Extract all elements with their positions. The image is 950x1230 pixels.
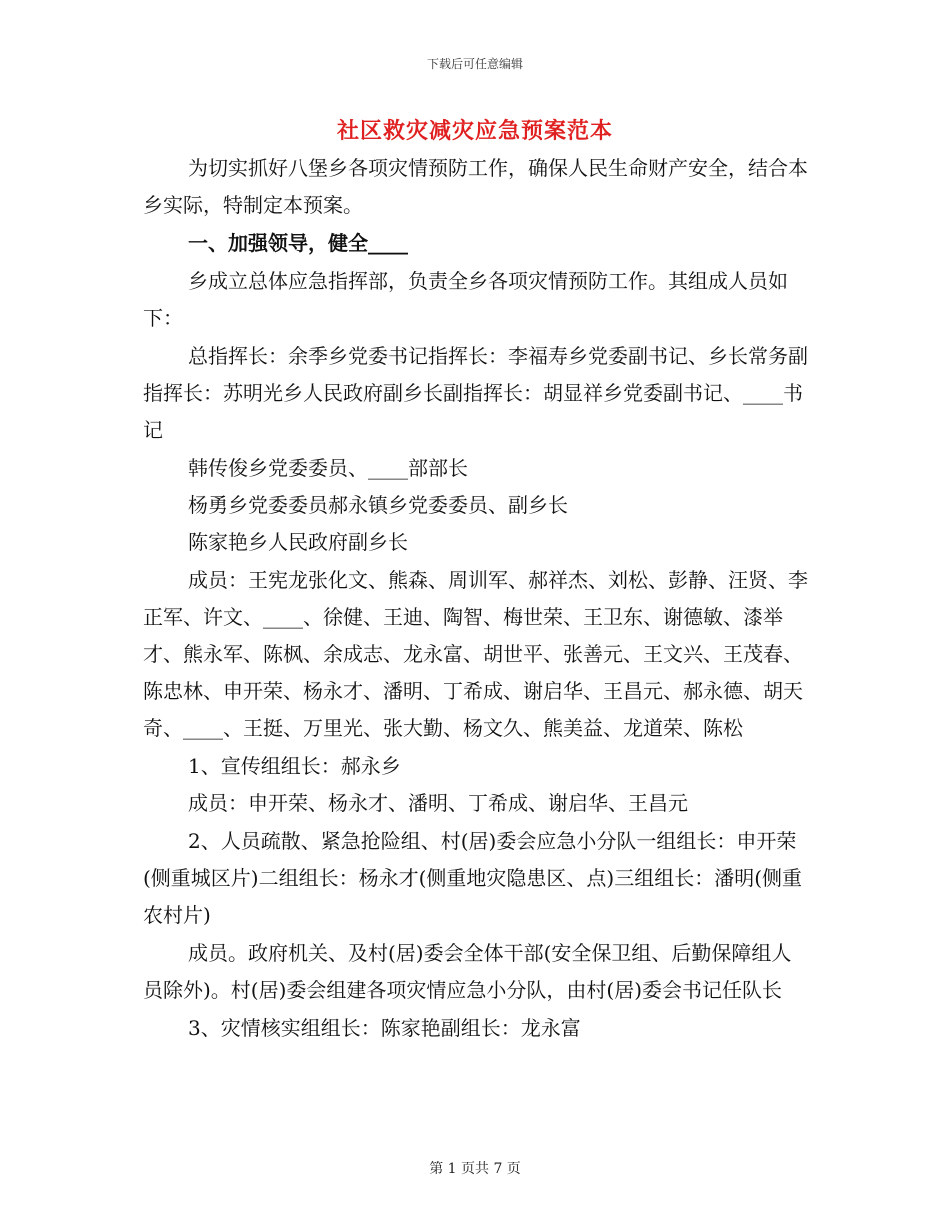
page-footer: 第 1 页共 7 页 <box>429 1161 521 1177</box>
page-header: 下载后可任意编辑 <box>426 57 523 71</box>
paragraph-verification-group: 3、灾情核实组组长：陈家艳副组长：龙永富 <box>188 1016 581 1040</box>
paragraph-evacuation-group: 2、人员疏散、紧急抢险组、村(居)委会应急小分队一组组长：申开荣(侧重城区片)二组组长：杨永才(侧重地灾隐患区、点)三组组长：潘明(侧重农村片) <box>143 829 803 927</box>
document-title: 社区救灾减灾应急预案范本 <box>336 118 613 144</box>
section-heading-1: 一、加强领导，健全____ <box>188 231 408 255</box>
paragraph-members-list: 成员：王宪龙张化文、熊森、周训军、郝祥杰、刘松、彭静、汪贤、李正军、许文、____、徐健、王迪、陶智、梅世荣、王卫东、谢德敏、漆举才、熊永军、陈枫、余成志、龙永富、胡世平、张善元、王文兴、王茂春、陈忠林、申开荣、杨永才、潘明、丁希成、谢启华、王昌元、郝永德、胡天奇、____、王挺、万里光、张大勤、杨文久、熊美益、龙道荣、陈松 <box>143 568 808 740</box>
document-body <box>143 150 808 1047</box>
paragraph-member-yang: 杨勇乡党委委员郝永镇乡党委委员、副乡长 <box>188 493 568 517</box>
paragraph-publicity-group: 1、宣传组组长：郝永乡 <box>188 754 401 778</box>
paragraph-evacuation-members: 成员。政府机关、及村(居)委会全体干部(安全保卫组、后勤保障组人员除外)。村(居)委会组建各项灾情应急小分队，由村(居)委会书记任队长 <box>143 941 792 1002</box>
paragraph-publicity-members: 成员：申开荣、杨永才、潘明、丁希成、谢启华、王昌元 <box>188 791 688 815</box>
paragraph-member-han: 韩传俊乡党委委员、____部部长 <box>188 456 468 480</box>
paragraph-commander-intro: 乡成立总体应急指挥部，负责全乡各项灾情预防工作。其组成人员如下： <box>143 269 788 330</box>
paragraph-commanders: 总指挥长：余季乡党委书记指挥长：李福寿乡党委副书记、乡长常务副指挥长：苏明光乡人民政府副乡长副指挥长：胡显祥乡党委副书记、____书记 <box>143 344 808 442</box>
paragraph-intro: 为切实抓好八堡乡各项灾情预防工作，确保人民生命财产安全，结合本乡实际，特制定本预案。 <box>143 156 808 217</box>
paragraph-member-chen: 陈家艳乡人民政府副乡长 <box>188 530 408 554</box>
